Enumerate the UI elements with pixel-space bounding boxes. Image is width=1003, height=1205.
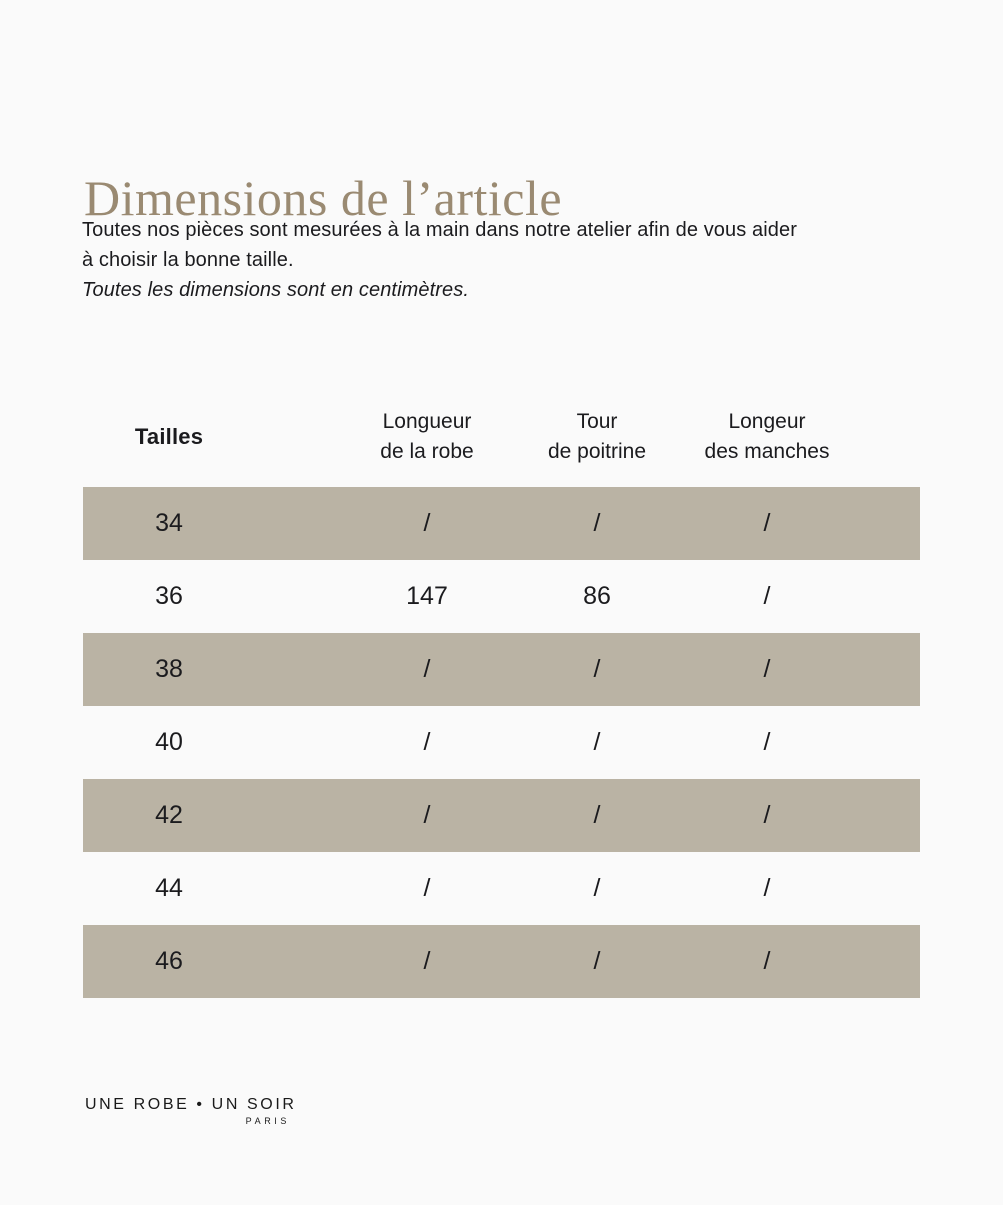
table-row-size-34 [83,487,920,560]
brand-logo [85,1096,297,1126]
intro-note-units: Toutes les dimensions sont en centimètres. [82,279,469,301]
cell-dress-length: / [423,655,431,683]
cell-sleeve-length: / [763,801,771,829]
cell-size: 36 [155,582,183,610]
header-bust-line2: de poitrine [547,440,647,463]
cell-dress-length: 147 [406,582,448,610]
cell-sleeve-length: / [763,655,771,683]
cell-bust: / [593,874,601,902]
header-dress-length-line1: Longueur [382,410,472,433]
table-row-size-44 [83,852,920,925]
table-header [83,407,920,487]
header-sleeve-length-line1: Longeur [728,410,806,433]
cell-size: 42 [155,801,183,829]
table-row-size-40 [83,706,920,779]
header-dress-length-line2: de la robe [380,440,474,463]
cell-size: 40 [155,728,183,756]
cell-size: 34 [155,509,183,537]
table-row-size-38 [83,633,920,706]
brand-logo-wordmark: UNE ROBE • UN SOIR [85,1096,297,1113]
cell-sleeve-length: / [763,728,771,756]
header-sizes: Tailles [134,424,204,449]
cell-dress-length: / [423,947,431,975]
cell-bust: / [593,655,601,683]
brand-logo-paris: PARIS [245,1116,290,1126]
cell-dress-length: / [423,509,431,537]
cell-dress-length: / [423,874,431,902]
intro-text [82,215,797,305]
table-body [83,487,920,998]
intro-line-1: Toutes nos pièces sont mesurées à la main dans notre atelier afin de vous aider [82,219,797,241]
cell-sleeve-length: / [763,947,771,975]
cell-bust: / [593,801,601,829]
intro-line-2: à choisir la bonne taille. [82,249,294,271]
table-row-size-42 [83,779,920,852]
cell-dress-length: / [423,801,431,829]
header-bust [548,407,646,467]
cell-bust: / [593,947,601,975]
cell-bust: 86 [583,582,611,610]
cell-size: 44 [155,874,183,902]
cell-size: 38 [155,655,183,683]
cell-dress-length: / [423,728,431,756]
cell-sleeve-length: / [763,874,771,902]
size-table [83,407,920,998]
cell-sleeve-length: / [763,509,771,537]
page-title: Dimensions de l’article [84,169,563,226]
header-sleeve-length [705,407,830,467]
header-dress-length [380,407,473,467]
table-row-size-46 [83,925,920,998]
header-bust-line1: Tour [576,410,618,433]
cell-bust: / [593,509,601,537]
header-sleeve-length-line2: des manches [704,440,830,463]
table-row-size-36 [83,560,920,633]
cell-bust: / [593,728,601,756]
cell-sleeve-length: / [763,582,771,610]
cell-size: 46 [155,947,183,975]
